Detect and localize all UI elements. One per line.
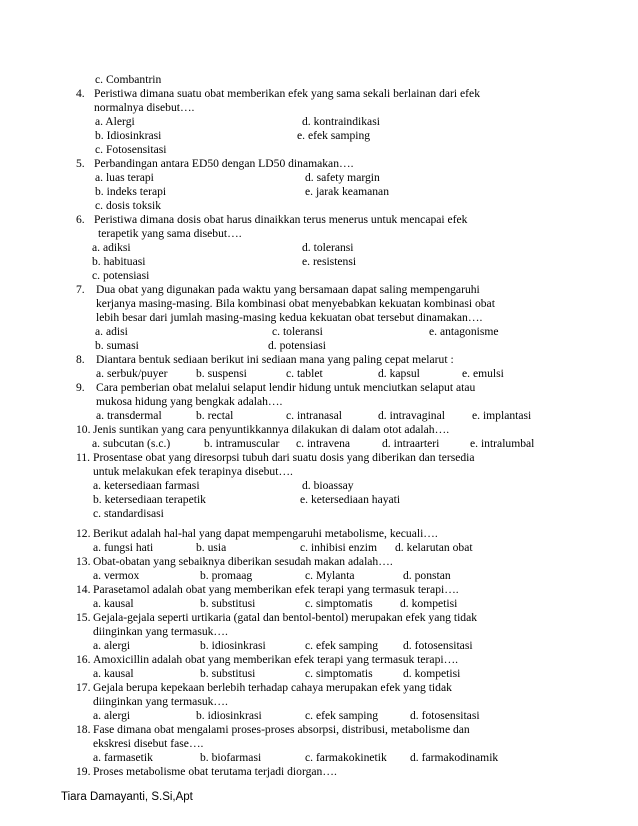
q6-question: Peristiwa dimana dosis obat harus dinaikkan terus menerus untuk mencapai efek [94, 213, 468, 226]
q14-option-c: c. simptomatis [305, 597, 373, 610]
q16-option-c: c. simptomatis [305, 667, 373, 680]
q7-number: 7. [76, 283, 85, 296]
q12-question: Berikut adalah hal-hal yang dapat mempengaruhi metabolisme, kecuali…. [93, 527, 438, 540]
q9-question-cont: mukosa hidung yang bengkak adalah…. [96, 395, 283, 408]
q8-option-b: b. suspensi [196, 367, 247, 380]
q13-option-c: c. Mylanta [305, 569, 355, 582]
q18-number: 18. [76, 723, 91, 736]
q4-option-a: a. Alergi [95, 115, 135, 128]
q17-option-c: c. efek samping [305, 709, 379, 722]
q17-question-cont: diinginkan yang termasuk…. [93, 695, 228, 708]
q8-option-a: a. serbuk/puyer [96, 367, 168, 380]
q6-option-d: d. toleransi [302, 241, 354, 254]
q7-option-c: c. toleransi [272, 325, 323, 338]
q12-option-d: d. kelarutan obat [395, 541, 473, 554]
q5-option-a: a. luas terapi [95, 171, 154, 184]
q5-option-d: d. safety margin [305, 171, 380, 184]
q16-option-b: b. substitusi [200, 667, 256, 680]
q11-question: Prosentase obat yang diresorpsi tubuh dari suatu dosis yang diberikan dan tersedia [93, 451, 475, 464]
q4-option-e: e. efek samping [297, 129, 371, 142]
q3-option-c: c. Combantrin [95, 73, 162, 86]
q12-option-b: b. usia [196, 541, 227, 554]
q17-option-d: d. fotosensitasi [410, 709, 480, 722]
q17-option-b: b. idiosinkrasi [196, 709, 262, 722]
q11-option-e: e. ketersediaan hayati [300, 493, 401, 506]
q14-option-b: b. substitusi [200, 597, 256, 610]
q18-option-b: b. biofarmasi [200, 751, 262, 764]
q17-option-a: a. alergi [93, 709, 131, 722]
q10-option-c: c. intravena [296, 437, 351, 450]
q16-option-a: a. kausal [93, 667, 134, 680]
q10-option-b: b. intramuscular [204, 437, 280, 450]
q7-question-cont: kerjanya masing-masing. Bila kombinasi obat menyebabkan kekuatan kombinasi obat [96, 297, 495, 310]
q8-option-c: c. tablet [286, 367, 323, 380]
q15-option-d: d. fotosensitasi [403, 639, 473, 652]
q7-option-b: b. sumasi [95, 339, 139, 352]
q6-option-e: e. resistensi [302, 255, 357, 268]
q11-option-b: b. ketersediaan terapetik [93, 493, 206, 506]
q13-option-d: d. ponstan [403, 569, 451, 582]
q10-question: Jenis suntikan yang cara penyuntikkannya dilakukan di dalam otot adalah…. [93, 423, 450, 436]
q15-question-cont: diinginkan yang termasuk…. [93, 625, 228, 638]
q5-question: Perbandingan antara ED50 dengan LD50 dinamakan…. [94, 157, 354, 170]
q19-number: 19. [76, 765, 91, 778]
q14-option-d: d. kompetisi [400, 597, 458, 610]
q4-option-b: b. Idiosinkrasi [95, 129, 162, 142]
q7-option-e: e. antagonisme [429, 325, 499, 338]
q7-option-d: d. potensiasi [268, 339, 326, 352]
q5-option-b: b. indeks terapi [95, 185, 167, 198]
q7-question-cont2: lebih besar dari jumlah masing-masing kedua kekuatan obat tersebut dinamakan…. [96, 311, 483, 324]
q18-question: Fase dimana obat mengalami proses-proses absorpsi, distribusi, metabolisme dan [93, 723, 470, 736]
q16-option-d: d. kompetisi [403, 667, 461, 680]
q9-option-b: b. rectal [196, 409, 234, 422]
q10-number: 10. [76, 423, 91, 436]
q16-number: 16. [76, 653, 91, 666]
q10-option-d: d. intraarteri [382, 437, 440, 450]
q8-question: Diantara bentuk sediaan berikut ini sediaan mana yang paling cepat melarut : [96, 353, 454, 366]
q9-option-c: c. intranasal [286, 409, 343, 422]
q4-question: Peristiwa dimana suatu obat memberikan efek yang sama sekali berlainan dari efek [94, 87, 480, 100]
q17-number: 17. [76, 681, 91, 694]
q9-question: Cara pemberian obat melalui selaput lendir hidung untuk menciutkan selaput atau [96, 381, 476, 394]
q12-option-c: c. inhibisi enzim [300, 541, 377, 554]
q5-option-e: e. jarak keamanan [305, 185, 390, 198]
q5-option-c: c. dosis toksik [95, 199, 162, 212]
q12-number: 12. [76, 527, 91, 540]
q6-number: 6. [76, 213, 85, 226]
q15-question: Gejala-gejala seperti urtikaria (gatal dan bentol-bentol) merupakan efek yang tidak [93, 611, 478, 624]
q13-number: 13. [76, 555, 91, 568]
q6-option-a: a. adiksi [92, 241, 131, 254]
q7-question: Dua obat yang digunakan pada waktu yang bersamaan dapat saling mempengaruhi [96, 283, 480, 296]
q14-number: 14. [76, 583, 91, 596]
q6-option-c: c. potensiasi [92, 269, 150, 282]
q18-option-a: a. farmasetik [93, 751, 153, 764]
q11-question-cont: untuk melakukan efek terapinya disebut…. [93, 465, 293, 478]
q12-option-a: a. fungsi hati [93, 541, 154, 554]
q6-question-cont: terapetik yang sama disebut…. [98, 227, 242, 240]
q7-option-a: a. adisi [95, 325, 128, 338]
q15-number: 15. [76, 611, 91, 624]
q8-option-d: d. kapsul [378, 367, 420, 380]
q18-option-c: c. farmakokinetik [305, 751, 387, 764]
q6-option-b: b. habituasi [92, 255, 146, 268]
q15-option-b: b. idiosinkrasi [200, 639, 266, 652]
q5-number: 5. [76, 157, 85, 170]
q10-option-e: e. intralumbal [470, 437, 535, 450]
q18-option-d: d. farmakodinamik [410, 751, 499, 764]
q17-question: Gejala berupa kepekaan berlebih terhadap cahaya merupakan efek yang tidak [93, 681, 452, 694]
q4-question-cont: normalnya disebut…. [94, 101, 195, 114]
q9-option-e: e. implantasi [472, 409, 532, 422]
q18-question-cont: ekskresi disebut fase…. [93, 737, 204, 750]
q8-option-e: e. emulsi [462, 367, 504, 380]
q19-question: Proses metabolisme obat terutama terjadi diorgan…. [93, 765, 337, 778]
q13-option-b: b. promaag [200, 569, 253, 582]
q11-option-a: a. ketersediaan farmasi [93, 479, 200, 492]
q15-option-c: c. efek samping [305, 639, 379, 652]
q8-number: 8. [76, 353, 85, 366]
q11-option-d: d. bioassay [302, 479, 354, 492]
q4-number: 4. [76, 87, 85, 100]
q4-option-c: c. Fotosensitasi [95, 143, 167, 156]
q4-option-d: d. kontraindikasi [302, 115, 380, 128]
footer-author: Tiara Damayanti, S.Si,Apt [61, 791, 193, 803]
q9-option-d: d. intravaginal [378, 409, 445, 422]
q9-number: 9. [76, 381, 85, 394]
q14-option-a: a. kausal [93, 597, 134, 610]
q9-option-a: a. transdermal [96, 409, 162, 422]
q11-number: 11. [76, 451, 91, 464]
q15-option-a: a. alergi [93, 639, 131, 652]
q16-question: Amoxicillin adalah obat yang memberikan efek terapi yang termasuk terapi…. [93, 653, 459, 666]
q11-option-c: c. standardisasi [93, 507, 164, 520]
q14-question: Parasetamol adalah obat yang memberikan efek terapi yang termasuk terapi…. [93, 583, 459, 596]
q13-option-a: a. vermox [93, 569, 140, 582]
q10-option-a: a. subcutan (s.c.) [92, 437, 171, 450]
q13-question: Obat-obatan yang sebaiknya diberikan sesudah makan adalah…. [93, 555, 393, 568]
